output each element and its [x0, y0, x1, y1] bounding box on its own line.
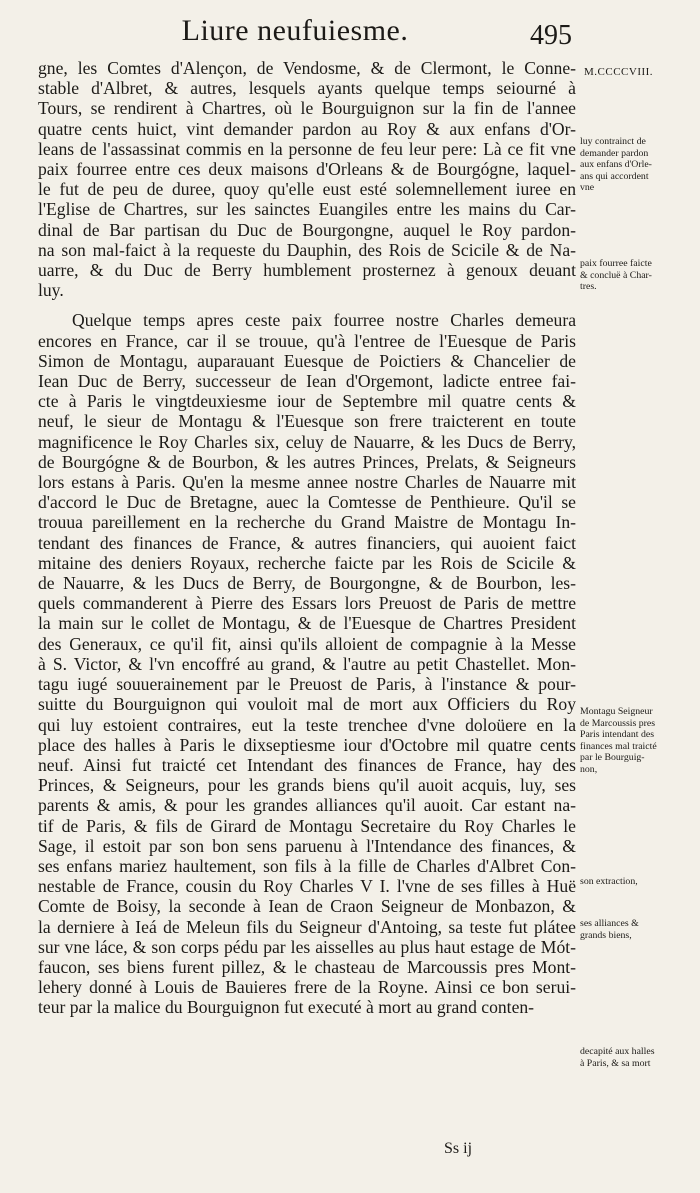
text-line: stable d'Albret, & autres, lesquels ayants quelque temps seiourné à	[38, 78, 576, 99]
margin-note-line: Paris intendant des	[580, 729, 655, 740]
margin-note-line: ans qui accordent	[580, 170, 649, 182]
margin-note-line: à Paris, & sa mort	[580, 1057, 651, 1069]
margin-note-line: tres.	[580, 281, 597, 292]
margin-note-line: ses alliances &	[580, 918, 639, 929]
text-line: dinal de Bar partisan du Duc de Bourgongne, auquel le Roy pardon-	[38, 219, 576, 240]
margin-note-line: de Marcoussis pres	[580, 717, 656, 729]
margin-note-extraction	[580, 876, 692, 888]
text-line: tif de Paris, & fils de Girard de Montagu Secretaire du Roy Charles le	[38, 815, 576, 836]
text-line: à S. Victor, & l'vn encoffré au grand, & l'autre au petit Chastellet. Mon-	[38, 653, 576, 674]
text-line: encores en France, car il se trouue, qu'à l'entree de l'Euesque de Paris	[38, 330, 576, 351]
text-line: luy.	[38, 280, 64, 301]
margin-note-line: son extraction,	[580, 876, 638, 887]
margin-note-line: & concluë à Char-	[580, 269, 652, 281]
text-line: Quelque temps apres ceste paix fourree nostre Charles demeura	[72, 310, 576, 331]
text-line: Iean Duc de Berry, successeur de Iean d'Orgemont, ladicte entree fai-	[38, 371, 576, 392]
text-line: cte à Paris le vingtdeuxiesme iour de Septembre mil quatre cents &	[38, 391, 576, 412]
margin-note-line: decapité aux halles	[580, 1046, 655, 1057]
paragraph-gap	[38, 300, 576, 310]
text-line: suitte du Bourguignon qui vouloit mal de mort aux Officiers du Roy	[38, 694, 576, 715]
text-line: Comte de Boisy, la seconde à Iean de Craon Seigneur de Monbazon, &	[38, 896, 576, 917]
text-line: place des halles à Paris le dixseptiesme iour d'Octobre mil quatre cents	[38, 734, 576, 755]
text-line: des Generaux, ce qu'il fit, ainsi qu'ils alloient de compagnie à la Messe	[38, 633, 576, 654]
margin-note-line: grands biens,	[580, 929, 632, 941]
text-line: trouua pareillement en la recherche du Grand Maistre de Montagu In-	[38, 512, 576, 533]
text-line: ses enfans mariez haultement, son fils à la fille de Charles d'Albret Con-	[38, 855, 576, 876]
text-line: parents & amis, & pour les grandes alliances qu'il auoit. Car estant na-	[38, 795, 576, 816]
text-line: Simon de Montagu, auparauant Euesque de Poictiers & Chancelier de	[38, 350, 576, 371]
text-line: gne, les Comtes d'Alençon, de Vendosme, & de Clermont, le Conne-	[38, 58, 576, 78]
text-line: magnificence le Roy Charles six, celuy de Nauarre, & les Ducs de Berry,	[38, 431, 576, 452]
margin-note-paix	[580, 258, 692, 293]
text-line: tendant des finances de France, & autres financiers, qui auoient faict	[38, 532, 576, 553]
running-title: Liure neufuiesme.	[181, 14, 409, 47]
text-line: leans de l'assassinat commis en la personne de feu leur pere: Là ce fit vne	[38, 138, 576, 159]
text-line: lehery donné à Louis de Bauieres frere de la Royne. Ainsi ce bon serui-	[38, 977, 576, 998]
text-line: la derniere à Ieá de Meleun fils du Seigneur d'Antoing, sa teste fut plátee	[38, 916, 576, 937]
text-line: qui luy estoient contraires, eut la teste trenchee d'vne doloüere en la	[38, 714, 576, 735]
text-line: la main sur le collet de Montagu, & de l'Euesque de Chartres President	[38, 613, 576, 634]
signature-mark: Ss ij	[444, 1140, 473, 1157]
main-text	[38, 58, 576, 1018]
text-line: de Nauarre, & les Ducs de Berry, de Bourgongne, & de Bourbon, les-	[38, 573, 576, 594]
margin-note-line: finances mal traicté	[580, 740, 657, 752]
margin-note-montagu	[580, 706, 692, 775]
margin-note-line: demander pardon	[580, 147, 649, 159]
text-line: faucon, ses biens furent pillez, & le chasteau de Marcoussis pres Mont-	[38, 956, 576, 977]
text-line: teur par la malice du Bourguignon fut executé à mort au grand conten-	[38, 997, 535, 1018]
text-line: quatre cents huict, vint demander pardon au Roy & aux enfans d'Or-	[38, 118, 576, 139]
margin-note-decapite	[580, 1046, 692, 1069]
margin-note-line: par le Bourguig-	[580, 752, 645, 763]
text-line: na son mal-faict à la requeste du Dauphin, des Rois de Scicile & de Na-	[38, 239, 576, 260]
text-line: paix fourree entre ces deux maisons d'Orleans & de Bourgógne, laquel-	[38, 159, 576, 180]
page-number: 495	[530, 20, 572, 51]
margin-note-line: paix fourree faicte	[580, 258, 652, 269]
text-line: de Bourgógne & de Bourbon, & les autres Princes, Prelats, & Seigneurs	[38, 451, 576, 472]
margin-note-alliances	[580, 918, 692, 941]
text-line: quels commanderent à Pierre des Essars lors Preuost de Paris de mettre	[38, 593, 576, 614]
margin-note-line: luy contrainct de	[580, 136, 646, 147]
text-line: nestable de France, cousin du Roy Charles V I. l'vne de ses filles à Huë	[38, 876, 576, 897]
year-marginal: M.CCCCVIII.	[584, 66, 654, 78]
text-line: Princes, & Seigneurs, pour les grands biens qu'il auoit acquis, luy, ses	[38, 775, 576, 796]
text-line: neuf, le sieur de Montagu & l'Euesque son frere traicterent en toute	[38, 411, 576, 432]
text-line: le fut de peu de duree, quoy qu'elle eust esté solemnellement iuree en	[38, 179, 576, 200]
text-line: lors estans à Paris. Qu'en la mesme annee nostre Charles de Nauarre mit	[38, 472, 576, 493]
margin-note-line: aux enfans d'Orle-	[580, 159, 652, 170]
text-line: Tours, se rendirent à Chartres, où le Bourguignon sur la fin de l'annee	[38, 98, 576, 119]
text-line: l'Eglise de Chartres, sur les sainctes Euangiles entre les mains du Car-	[38, 199, 576, 220]
text-line: tagu iugé souuerainement par le Preuost de Paris, à l'instance & pour-	[38, 674, 576, 695]
margin-note-line: Montagu Seigneur	[580, 706, 653, 717]
text-line: d'accord le Duc de Bretagne, auec la Comtesse de Penthieure. Qu'il se	[38, 492, 576, 513]
text-line: uarre, & du Duc de Berry humblement prosternez à genoux deuant	[38, 260, 576, 281]
text-line: neuf. Ainsi fut traicté cet Intendant des finances de France, hay des	[38, 754, 576, 775]
margin-note-line: non,	[580, 763, 598, 775]
margin-note-line: vne	[580, 182, 595, 193]
margin-note-pardon	[580, 136, 692, 194]
text-line: mitaine des deniers Royaux, recherche faicte par les Rois de Scicile &	[38, 552, 576, 573]
text-line: Sage, il estoit par son bon sens paruenu à l'Intendance des finances, &	[38, 835, 576, 856]
text-line: sur vne láce, & son corps pédu par les aisselles au plus haut estage de Mót-	[38, 936, 576, 957]
